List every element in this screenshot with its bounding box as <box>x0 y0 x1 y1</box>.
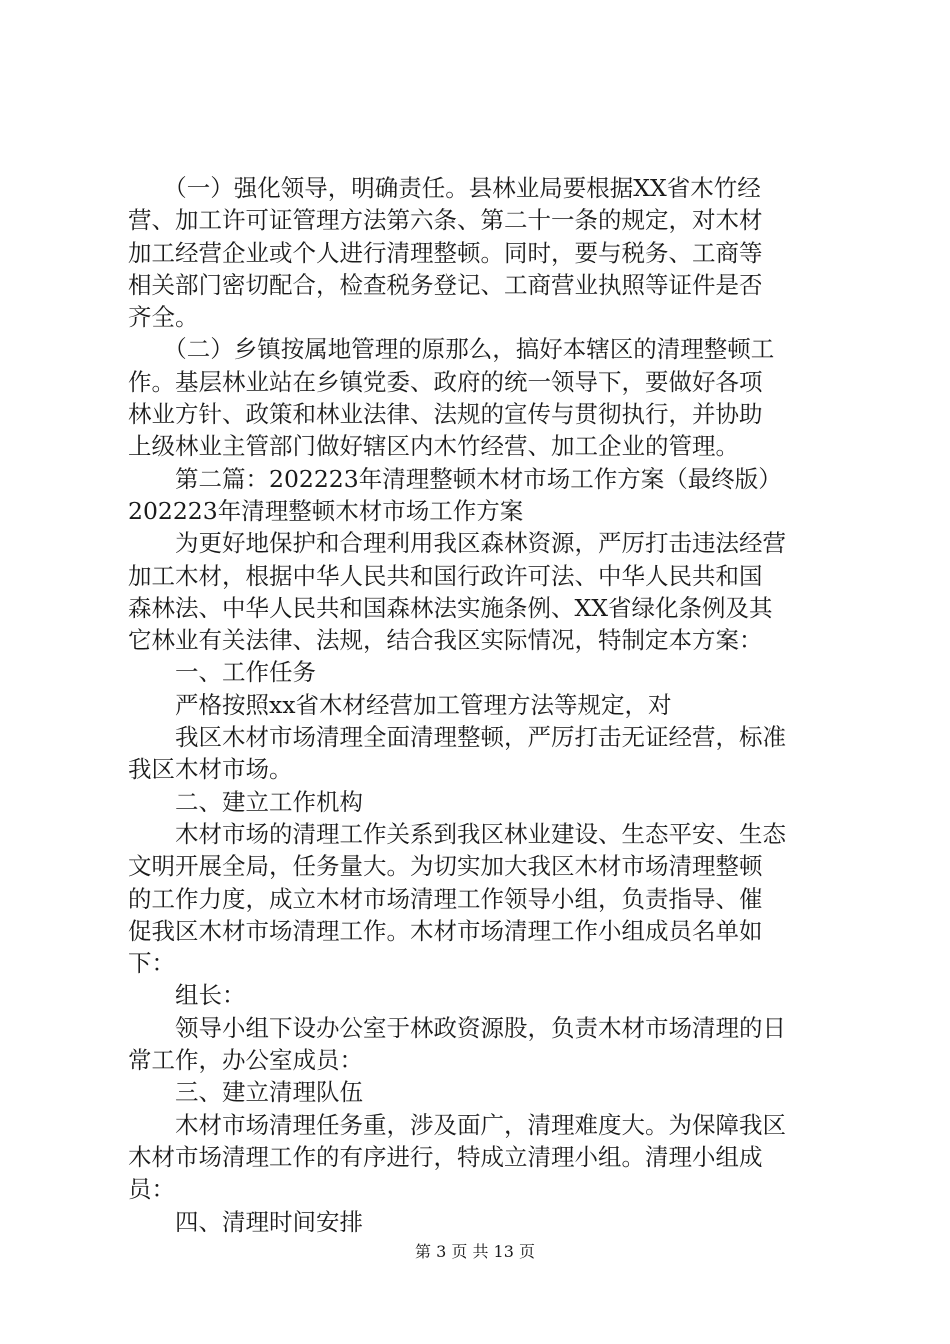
text-line: 我区木材市场。 <box>128 755 293 784</box>
document-title: 202223年清理整顿木材市场工作方案 <box>128 496 524 525</box>
section-heading: 四、清理时间安排 <box>128 1207 363 1236</box>
text-line: 作。基层林业站在乡镇党委、政府的统一领导下，要做好各项 <box>128 367 763 396</box>
text-line: 常工作，办公室成员： <box>128 1046 363 1075</box>
text-line: （一）强化领导，明确责任。县林业局要根据XX省木竹经 <box>128 174 761 202</box>
section-heading: 一、工作任务 <box>128 658 316 687</box>
text-line: 齐全。 <box>128 303 199 332</box>
text-line: 员： <box>128 1175 175 1204</box>
text-line: 严格按照xx省木材经营加工管理方法等规定，对 <box>128 690 672 719</box>
text-line: 林业方针、政策和林业法律、法规的宣传与贯彻执行，并协助 <box>128 400 763 429</box>
text-line: 促我区木材市场清理工作。木材市场清理工作小组成员名单如 <box>128 916 763 945</box>
text-line: 为更好地保护和合理利用我区森林资源，严厉打击违法经营 <box>128 529 786 558</box>
section-heading: 二、建立工作机构 <box>128 787 363 816</box>
text-line: 木材市场的清理工作关系到我区林业建设、生态平安、生态 <box>128 819 786 848</box>
text-line: 营、加工许可证管理方法第六条、第二十一条的规定，对木材 <box>128 206 763 235</box>
text-line: 木材市场清理工作的有序进行，特成立清理小组。清理小组成 <box>128 1142 763 1171</box>
page-number: 第 3 页 共 13 页 <box>415 1242 535 1261</box>
text-line: 森林法、中华人民共和国森林法实施条例、XX省绿化条例及其 <box>128 593 773 622</box>
text-line: 我区木材市场清理全面清理整顿，严厉打击无证经营，标准 <box>128 723 786 752</box>
section-heading: 第二篇：202223年清理整顿木材市场工作方案（最终版） <box>128 464 782 493</box>
section-heading: 三、建立清理队伍 <box>128 1078 363 1107</box>
text-line: 领导小组下设办公室于林政资源股，负责木材市场清理的日 <box>128 1013 786 1042</box>
text-line: 下： <box>128 949 175 978</box>
text-line: 相关部门密切配合，检查税务登记、工商营业执照等证件是否 <box>128 270 763 299</box>
text-line: 文明开展全局，任务量大。为切实加大我区木材市场清理整顿 <box>128 852 763 881</box>
text-line: 加工木材，根据中华人民共和国行政许可法、中华人民共和国 <box>128 561 763 590</box>
text-line: 加工经营企业或个人进行清理整顿。同时，要与税务、工商等 <box>128 238 763 267</box>
document-body <box>128 172 838 1238</box>
text-line: 的工作力度，成立木材市场清理工作领导小组，负责指导、催 <box>128 884 763 913</box>
text-line: 木材市场清理任务重，涉及面广，清理难度大。为保障我区 <box>128 1110 786 1139</box>
text-line: 上级林业主管部门做好辖区内木竹经营、加工企业的管理。 <box>128 432 739 461</box>
text-line: 它林业有关法律、法规，结合我区实际情况，特制定本方案： <box>128 626 763 655</box>
text-line: 组长： <box>128 981 246 1010</box>
text-line: （二）乡镇按属地管理的原那么，搞好本辖区的清理整顿工 <box>128 335 775 364</box>
